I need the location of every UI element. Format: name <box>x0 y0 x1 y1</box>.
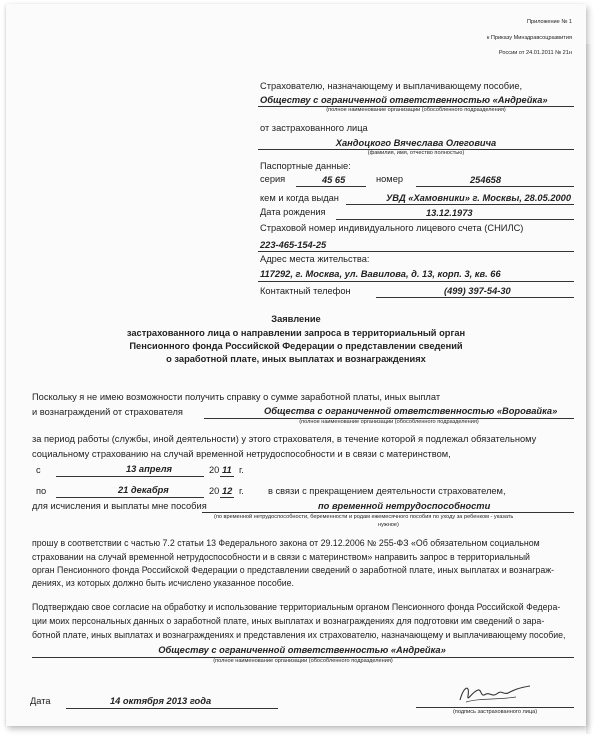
addressee-label: Страхователю, назначающему и выплачивающему пособие, <box>260 81 523 91</box>
purpose-underline <box>202 512 574 513</box>
recipient-value: Обществу с ограниченной ответственностью «Андрейка» <box>158 645 446 655</box>
recipient-hint: (полное наименование организации (обособленного подразделения) <box>213 658 393 664</box>
termination-text: в связи с прекращением деятельности страхователем, <box>268 486 506 496</box>
address-label: Адрес места жительства: <box>260 254 370 264</box>
phone-label: Контактный телефон <box>260 286 351 296</box>
period-from-year-suffix: г. <box>239 465 244 475</box>
insured-name-hint: (фамилия, имя, отчество полностью) <box>367 150 465 156</box>
appendix-order: к Приказу Минздравсоцразвития <box>486 35 572 41</box>
para1-line3: за период работы (службы, иной деятельности) у этого страхователя, в течение которой я подлежал обязательному <box>32 434 537 444</box>
period-to-label: по <box>36 486 47 496</box>
addressee-value: Обществу с ограниченной ответственностью «Андрейка» <box>260 95 548 105</box>
document-title: Заявление <box>271 314 321 324</box>
number-value: 254658 <box>470 175 502 185</box>
period-from-underline <box>56 476 204 477</box>
insured-name: Хандоцкого Вячеслава Олеговича <box>335 138 497 148</box>
para2-line2: страховании на случай временной нетрудоспособности и в связи с материнством» направить запрос в территориальный <box>32 552 530 562</box>
issued-value: УВД «Хамовники» г. Москвы, 28.05.2000 <box>386 193 572 203</box>
para2-line1: прошу в соответствии с частью 7.2 статьи 13 Федерального закона от 29.12.2006 № 255-ФЗ «Об обязательном социальном <box>32 538 540 548</box>
purpose-value: по временной нетрудоспособности <box>318 501 491 511</box>
period-to-year-suffix: г. <box>239 486 244 496</box>
document-subtitle-3: о заработной плате, иных выплатах и вознаграждениях <box>166 354 426 364</box>
document-page <box>6 4 586 726</box>
birth-value: 13.12.1973 <box>426 208 473 218</box>
signature-hint: (подпись застрахованного лица) <box>452 709 538 715</box>
para1-line1: Поскольку я не имею возможности получить справку о сумме заработной платы, иных выплат <box>32 392 441 402</box>
employer-value: Общества с ограниченной ответственностью «Воровайка» <box>264 406 558 416</box>
date-label: Дата <box>30 696 51 706</box>
para1-line2: и вознаграждений от страхователя <box>32 407 183 417</box>
passport-label: Паспортные данные: <box>260 161 351 171</box>
number-label: номер <box>376 174 404 184</box>
from-insured-label: от застрахованного лица <box>260 123 368 133</box>
para3-line3: ботной плате, иных выплатах и вознаграждениях и представления их страхователю, назначающему и выплачивающему пособие, <box>32 630 566 640</box>
snils-label: Страховой номер индивидуального лицевого счета (СНИЛС) <box>260 223 524 233</box>
snils-value: 223-465-154-25 <box>260 240 327 250</box>
issued-underline <box>346 204 574 205</box>
issued-label: кем и когда выдан <box>260 193 339 203</box>
period-to-year-underline <box>220 497 234 498</box>
period-to-year: 12 <box>222 486 233 496</box>
number-underline <box>416 186 574 187</box>
purpose-hint-2: нужное) <box>378 522 399 528</box>
period-from-date: 13 апреля <box>126 464 172 474</box>
para1-line4: социальному страхованию на случай временной нетрудоспособности и в связи с материнством, <box>32 449 451 459</box>
period-from-year-underline <box>220 476 234 477</box>
appendix-order-date: России от 24.01.2011 № 21н <box>498 50 572 56</box>
period-to-date: 21 декабря <box>118 485 169 495</box>
appendix-number: Приложение № 1 <box>526 19 572 25</box>
purpose-hint-1: (по временной нетрудоспособности, беременности и родам ежемесячного пособия по уходу за ребенком - указать <box>214 514 514 520</box>
series-label: серия <box>260 174 286 184</box>
period-from-label: с <box>36 465 41 475</box>
snils-underline <box>258 251 574 252</box>
birth-label: Дата рождения <box>260 207 326 217</box>
period-from-year: 11 <box>222 465 232 475</box>
para2-line4: дениях, из которых должно быть исчислено указанное пособие. <box>32 578 294 588</box>
employer-hint: (полное наименование организации (обособленного подразделения) <box>299 419 479 425</box>
addressee-hint: (полное наименование организации (обособленного подразделения) <box>326 107 506 113</box>
purpose-label: для исчисления и выплаты мне пособия <box>32 501 207 511</box>
period-from-year-prefix: 20 <box>209 465 220 475</box>
document-subtitle-2: Пенсионного фонда Российской Федерации о представлении сведений <box>129 341 463 351</box>
period-to-underline <box>56 497 204 498</box>
series-underline <box>296 186 366 187</box>
para3-line2: ции моих персональных данных о заработной плате, иных выплатах и вознаграждениях для подготовки им сведений о зара- <box>32 616 545 626</box>
phone-underline <box>376 297 574 298</box>
period-to-year-prefix: 20 <box>209 486 220 496</box>
para3-line1: Подтверждаю свое согласие на обработку и использование территориальным органом Пенсионного фонда Российской Федера- <box>32 602 561 612</box>
address-underline <box>258 281 574 282</box>
phone-value: (499) 397-54-30 <box>444 286 511 296</box>
signature-underline <box>416 707 574 708</box>
signature-icon <box>456 680 536 708</box>
para2-line3: орган Пенсионного фонда Российской Федерации о представлении сведений о заработной плате, иных выплатах и вознаграж- <box>32 565 555 575</box>
address-value: 117292, г. Москва, ул. Вавилова, д. 13, корп. 3, кв. 66 <box>260 269 501 279</box>
document-subtitle-1: застрахованного лица о направлении запроса в территориальный орган <box>126 328 466 338</box>
date-value: 14 октября 2013 года <box>110 696 212 706</box>
date-underline <box>66 708 278 709</box>
birth-underline <box>336 219 574 220</box>
series-value: 45 65 <box>322 175 346 185</box>
